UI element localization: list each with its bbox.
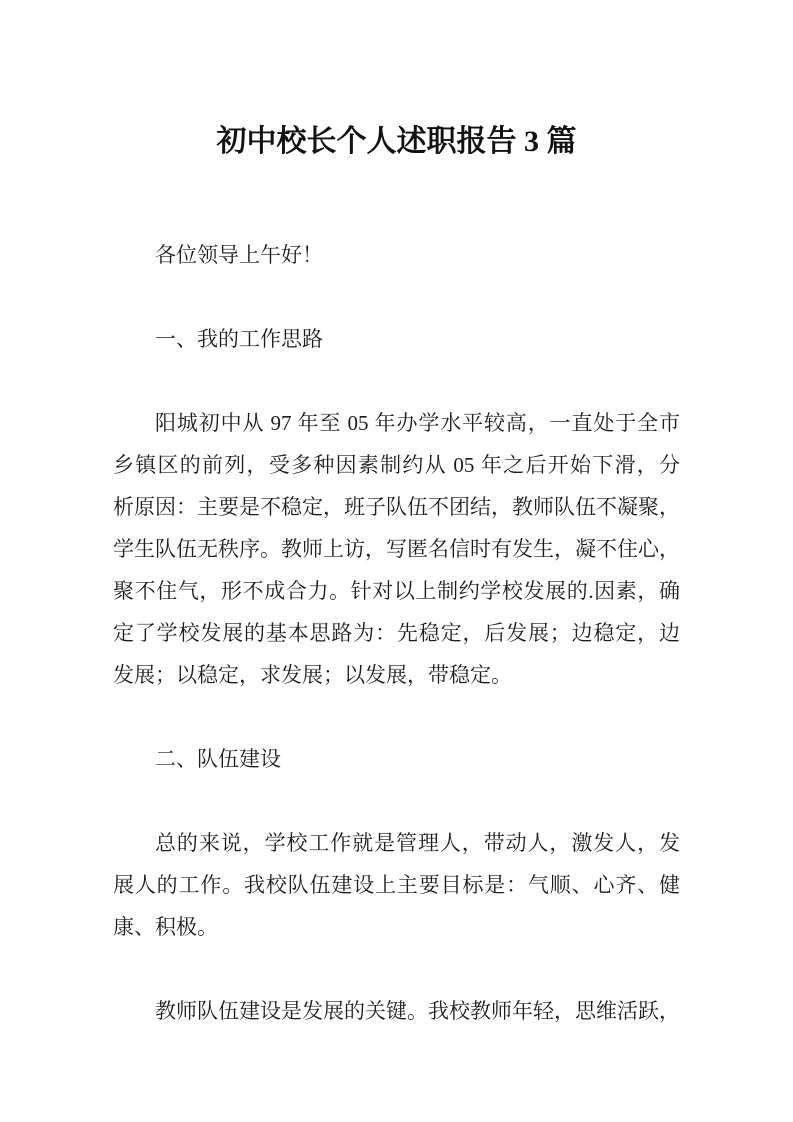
- heading-line: 一、我的工作思路: [155, 327, 323, 351]
- paragraph-greeting: [113, 234, 680, 276]
- paragraph-line: 总的来说，学校工作就是管理人，带动人，激发人，发: [155, 831, 680, 855]
- paragraph-line: 析原因：主要是不稳定，班子队伍不团结，教师队伍不凝聚，: [113, 495, 680, 519]
- paragraph-line: 教师队伍建设是发展的关键。我校教师年轻，思维活跃，: [155, 999, 680, 1023]
- paragraph-teacher-team: [113, 990, 680, 1032]
- paragraph-line: 康、积极。: [113, 915, 218, 939]
- paragraph-line: 各位领导上午好！: [155, 243, 323, 267]
- paragraph-line: 发展；以稳定，求发展；以发展，带稳定。: [113, 663, 512, 687]
- paragraph-work-thinking: [113, 402, 680, 696]
- paragraph-line: 乡镇区的前列，受多种因素制约从 05 年之后开始下滑，分: [113, 453, 680, 477]
- paragraph-team-goals: [113, 822, 680, 948]
- paragraph-line: 阳城初中从 97 年至 05 年办学水平较高，一直处于全市: [155, 411, 680, 435]
- heading-line: 二、队伍建设: [155, 747, 281, 771]
- section-heading-1: [113, 318, 680, 360]
- paragraph-line: 定了学校发展的基本思路为：先稳定，后发展；边稳定，边: [113, 621, 680, 645]
- paragraph-line: 学生队伍无秩序。教师上访，写匿名信时有发生，凝不住心，: [113, 537, 680, 561]
- section-heading-2: [113, 738, 680, 780]
- paragraph-line: 聚不住气，形不成合力。针对以上制约学校发展的.因素，确: [113, 579, 680, 603]
- paragraph-line: 展人的工作。我校队伍建设上主要目标是：气顺、心齐、健: [113, 873, 680, 897]
- document-title: 初中校长个人述职报告 3 篇: [216, 125, 577, 158]
